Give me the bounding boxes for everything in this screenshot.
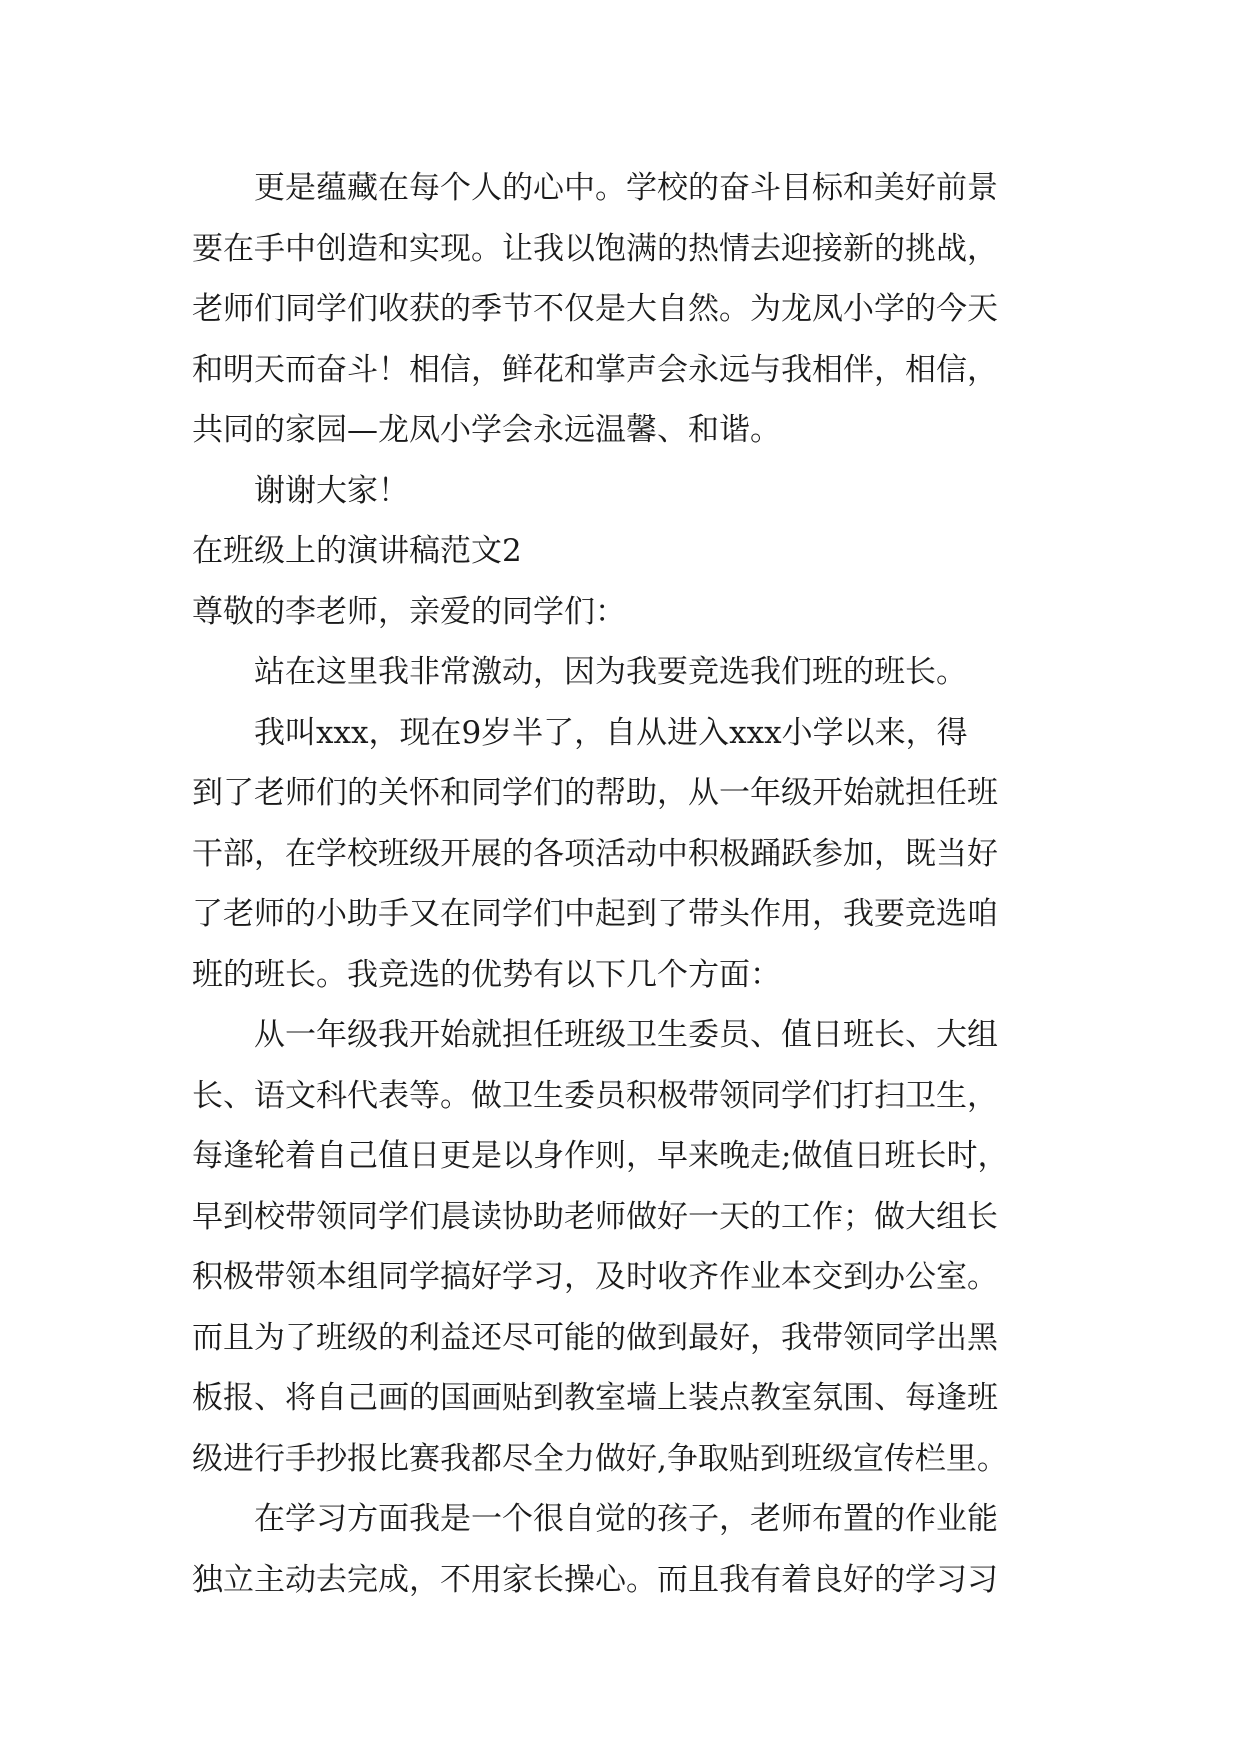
text-line: 站在这里我非常激动，因为我要竞选我们班的班长。	[254, 654, 967, 690]
text-line: 更是蕴藏在每个人的心中。学校的奋斗目标和美好前景	[254, 170, 998, 206]
text-line: 而且为了班级的利益还尽可能的做到最好，我带领同学出黑	[192, 1319, 998, 1356]
text-line: 板报、将自己画的国画贴到教室墙上装点教室氛围、每逢班	[192, 1380, 998, 1416]
text-line: 每逢轮着自己值日更是以身作则，早来晚走;做值日班长时，	[192, 1138, 1009, 1174]
text-line: 积极带领本组同学搞好学习，及时收齐作业本交到办公室。	[192, 1259, 998, 1295]
text-line: 级进行手抄报比赛我都尽全力做好,争取贴到班级宣传栏里。	[192, 1440, 1008, 1477]
text-line: 和明天而奋斗！相信，鲜花和掌声会永远与我相伴，相信，	[192, 351, 998, 388]
text-line: 要在手中创造和实现。让我以饱满的热情去迎接新的挑战，	[192, 230, 998, 267]
text-line: 我叫xxx，现在9岁半了，自从进入xxx小学以来，得	[254, 714, 968, 751]
text-line: 共同的家园—龙凤小学会永远温馨、和谐。	[192, 412, 781, 448]
text-line: 到了老师们的关怀和同学们的帮助，从一年级开始就担任班	[192, 775, 998, 811]
text-line: 了老师的小助手又在同学们中起到了带头作用，我要竞选咱	[192, 896, 998, 932]
salutation: 尊敬的李老师，亲爱的同学们：	[192, 593, 626, 630]
section-title: 在班级上的演讲稿范文2	[192, 533, 522, 569]
text-line: 老师们同学们收获的季节不仅是大自然。为龙凤小学的今天	[192, 291, 998, 327]
document-body	[192, 158, 1062, 1610]
text-line: 干部，在学校班级开展的各项活动中积极踊跃参加，既当好	[192, 835, 998, 872]
text-line: 班的班长。我竞选的优势有以下几个方面：	[192, 956, 781, 993]
closing-line: 谢谢大家！	[254, 472, 409, 509]
text-line: 从一年级我开始就担任班级卫生委员、值日班长、大组	[254, 1017, 998, 1053]
text-line: 独立主动去完成，不用家长操心。而且我有着良好的学习习	[192, 1561, 998, 1598]
text-line: 在学习方面我是一个很自觉的孩子，老师布置的作业能	[254, 1501, 998, 1537]
text-line: 长、语文科代表等。做卫生委员积极带领同学们打扫卫生，	[192, 1077, 998, 1114]
text-line: 早到校带领同学们晨读协助老师做好一天的工作；做大组长	[192, 1198, 998, 1235]
